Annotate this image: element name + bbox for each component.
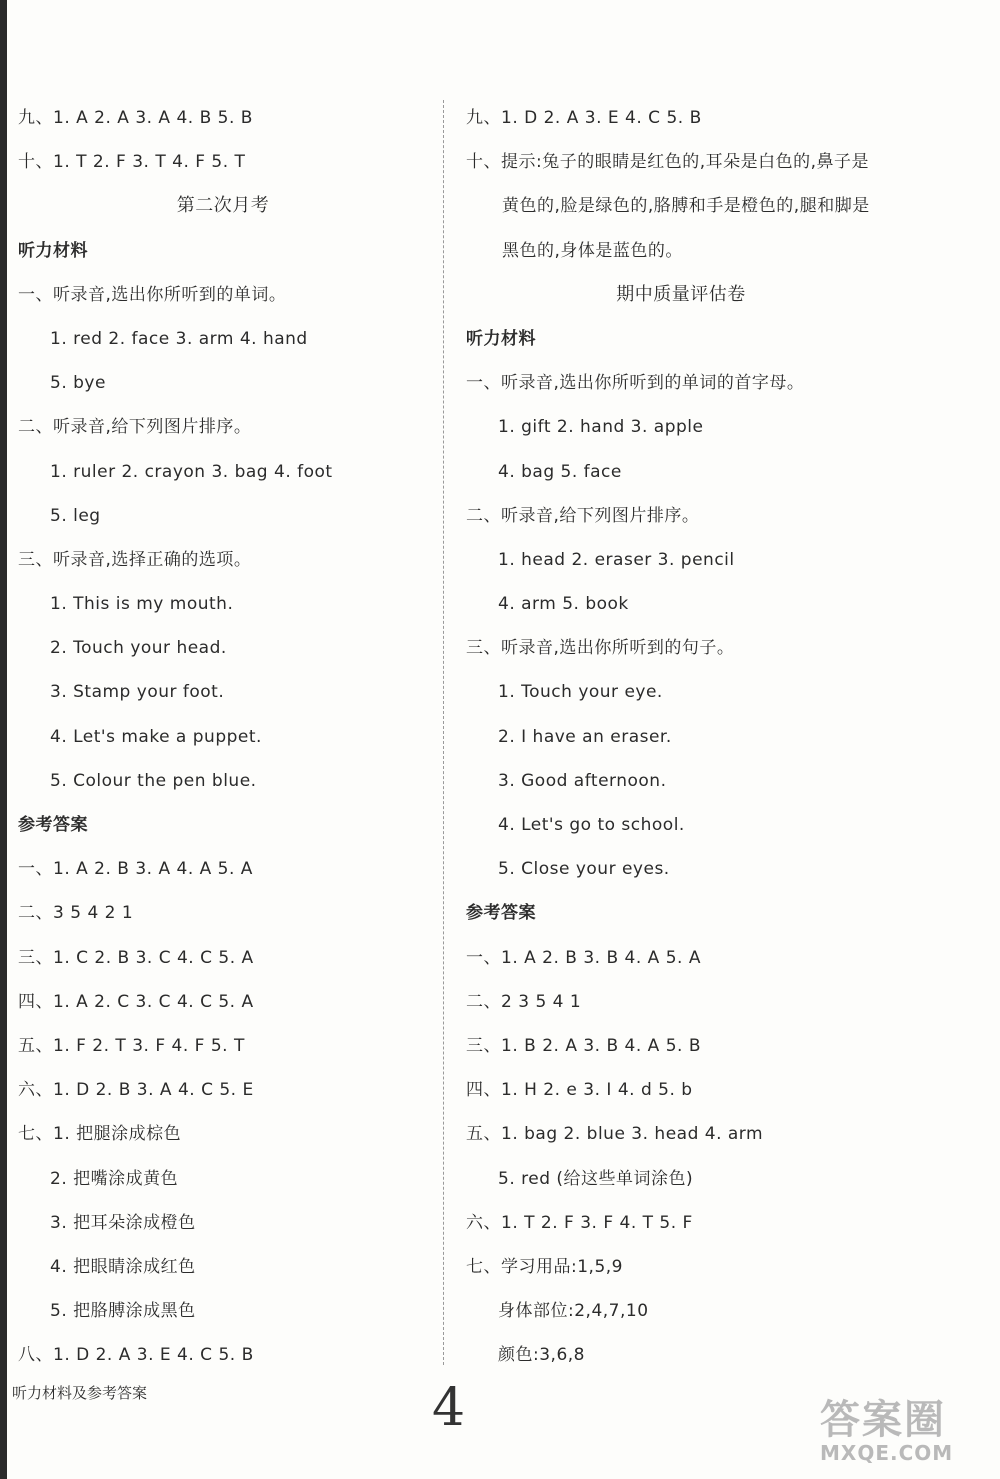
text-line: 1. head 2. eraser 3. pencil [498, 549, 735, 570]
section-heading: 听力材料 [18, 240, 88, 261]
text-line: 七、1. 把腿涂成棕色 [18, 1124, 182, 1145]
text-line: 四、1. H 2. e 3. I 4. d 5. b [466, 1080, 693, 1101]
text-line: 2. Touch your head. [50, 638, 227, 659]
watermark-url: MXQE.COM [820, 1441, 954, 1465]
text-line: 三、听录音,选择正确的选项。 [18, 549, 252, 570]
text-line: 5. 把胳膊涂成黑色 [50, 1301, 196, 1322]
text-line: 六、1. T 2. F 3. F 4. T 5. F [466, 1212, 693, 1233]
text-line: 颜色:3,6,8 [498, 1345, 585, 1366]
watermark-logo-text: 答案圈 [820, 1397, 946, 1443]
text-line: 身体部位:2,4,7,10 [498, 1301, 649, 1322]
text-line: 5. bye [50, 373, 106, 394]
right-column [466, 96, 896, 1377]
text-line: 九、1. D 2. A 3. E 4. C 5. B [466, 108, 702, 128]
text-line: 一、1. A 2. B 3. A 4. A 5. A [18, 859, 253, 880]
text-line: 三、1. B 2. A 3. B 4. A 5. B [466, 1035, 701, 1056]
section-heading: 参考答案 [466, 903, 536, 924]
text-line: 5. red (给这些单词涂色) [498, 1168, 694, 1189]
text-line: 1. This is my mouth. [50, 594, 234, 615]
text-line: 黄色的,脸是绿色的,胳膊和手是橙色的,腿和脚是 [502, 196, 870, 217]
text-line: 三、听录音,选出你所听到的句子。 [466, 638, 735, 659]
text-line: 3. Good afternoon. [498, 770, 667, 791]
section-title: 期中质量评估卷 [616, 283, 746, 305]
text-line: 3. Stamp your foot. [50, 682, 225, 703]
text-line: 二、3 5 4 2 1 [18, 903, 134, 924]
left-column [18, 96, 428, 1377]
text-line: 1. red 2. face 3. arm 4. hand [50, 328, 308, 349]
page-number: 4 [432, 1378, 466, 1438]
text-line: 2. 把嘴涂成黄色 [50, 1168, 179, 1189]
text-line: 四、1. A 2. C 3. C 4. C 5. A [18, 991, 254, 1012]
section-heading: 听力材料 [466, 328, 536, 349]
text-line: 1. Touch your eye. [498, 682, 663, 703]
text-line: 十、提示:兔子的眼睛是红色的,耳朵是白色的,鼻子是 [466, 152, 870, 173]
text-line: 一、1. A 2. B 3. B 4. A 5. A [466, 947, 701, 968]
text-line: 一、听录音,选出你所听到的单词的首字母。 [466, 373, 805, 394]
text-line: 4. 把眼睛涂成红色 [50, 1256, 196, 1277]
section-title: 第二次月考 [176, 195, 270, 217]
text-line: 十、1. T 2. F 3. T 4. F 5. T [18, 152, 246, 173]
text-line: 三、1. C 2. B 3. C 4. C 5. A [18, 947, 254, 968]
text-line: 5. leg [50, 505, 101, 526]
text-line: 五、1. bag 2. blue 3. head 4. arm [466, 1124, 764, 1145]
text-line: 九、1. A 2. A 3. A 4. B 5. B [18, 108, 253, 128]
column-divider [443, 100, 444, 1365]
text-line: 5. Colour the pen blue. [50, 770, 257, 791]
text-line: 一、听录音,选出你所听到的单词。 [18, 284, 287, 305]
section-heading: 参考答案 [18, 815, 88, 835]
text-line: 二、听录音,给下列图片排序。 [466, 505, 700, 526]
text-line: 黑色的,身体是蓝色的。 [502, 240, 683, 261]
text-line: 二、听录音,给下列图片排序。 [18, 417, 252, 438]
scan-edge [0, 0, 7, 1479]
text-line: 六、1. D 2. B 3. A 4. C 5. E [18, 1080, 254, 1101]
text-line: 1. gift 2. hand 3. apple [498, 417, 704, 438]
text-line: 二、2 3 5 4 1 [466, 991, 582, 1012]
text-line: 3. 把耳朵涂成橙色 [50, 1212, 196, 1233]
text-line: 4. arm 5. book [498, 594, 629, 615]
text-line: 八、1. D 2. A 3. E 4. C 5. B [18, 1345, 254, 1366]
text-line: 五、1. F 2. T 3. F 4. F 5. T [18, 1035, 245, 1056]
text-line: 4. Let's go to school. [498, 815, 685, 835]
text-line: 1. ruler 2. crayon 3. bag 4. foot [50, 461, 333, 482]
text-line: 4. Let's make a puppet. [50, 726, 262, 747]
text-line: 5. Close your eyes. [498, 859, 670, 880]
text-line: 2. I have an eraser. [498, 726, 672, 747]
footer-label: 听力材料及参考答案 [12, 1384, 148, 1402]
text-line: 七、学习用品:1,5,9 [466, 1256, 623, 1277]
text-line: 4. bag 5. face [498, 461, 622, 482]
watermark [820, 1388, 990, 1468]
